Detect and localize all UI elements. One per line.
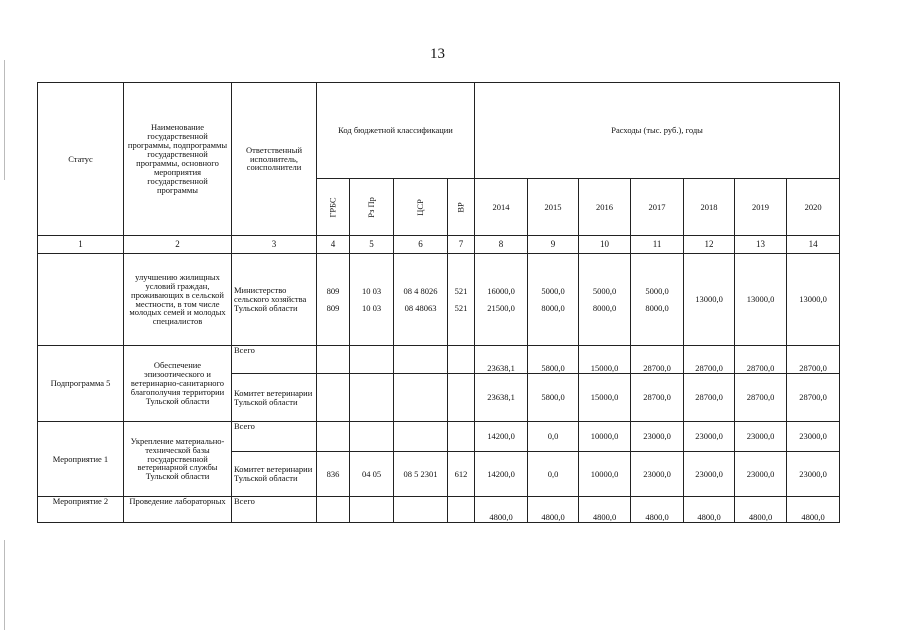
value-2014: 23638,1	[475, 346, 528, 374]
header-vr: ВР	[448, 179, 475, 236]
header-rzpr: Рз Пр	[350, 179, 394, 236]
value-2020: 28700,0	[787, 346, 840, 374]
budget-table	[37, 82, 840, 523]
value-2016: 10000,0	[579, 422, 631, 452]
value-2019: 4800,0	[735, 497, 787, 523]
header-row	[38, 83, 840, 179]
header-budget-code: Код бюджетной классификации	[317, 83, 475, 179]
value-2017: 23000,0	[631, 452, 684, 497]
scan-mark	[4, 540, 5, 630]
value-2014: 23638,1	[475, 374, 528, 422]
col-number: 12	[684, 236, 735, 254]
value-2016: 5000,0 8000,0	[579, 254, 631, 346]
col-number: 2	[124, 236, 232, 254]
header-csr: ЦСР	[394, 179, 448, 236]
value-2015: 0,0	[528, 422, 579, 452]
value-2016: 15000,0	[579, 374, 631, 422]
value-2019: 23000,0	[735, 452, 787, 497]
col-number: 3	[232, 236, 317, 254]
value-2017: 23000,0	[631, 422, 684, 452]
value-2016: 10000,0	[579, 452, 631, 497]
executor-name: Комитет ветеринарии Тульской области	[232, 374, 317, 422]
col-number: 13	[735, 236, 787, 254]
status-cell: Подпрограмма 5	[38, 346, 124, 422]
csr-cell: 08 4 8026 08 48063	[394, 254, 448, 346]
value-2018: 23000,0	[684, 422, 735, 452]
col-number: 8	[475, 236, 528, 254]
total-label: Всего	[232, 497, 317, 523]
col-number: 11	[631, 236, 684, 254]
header-status: Статус	[38, 83, 124, 236]
year-2015: 2015	[528, 179, 579, 236]
value-2020: 13000,0	[787, 254, 840, 346]
activity-name: улучшению жилищных условий граждан, проживающих в сельской местности, в том числе молодых семей и молодых специалистов	[124, 254, 232, 346]
value-2017: 5000,0 8000,0	[631, 254, 684, 346]
col-number: 9	[528, 236, 579, 254]
col-number: 4	[317, 236, 350, 254]
value-2014: 14200,0	[475, 422, 528, 452]
activity-name: Проведение лабораторных	[124, 497, 232, 523]
table-row	[38, 254, 840, 346]
status-cell: Мероприятие 2	[38, 497, 124, 523]
vr-cell: 521 521	[448, 254, 475, 346]
table-row	[38, 497, 840, 523]
year-2018: 2018	[684, 179, 735, 236]
value-2019: 28700,0	[735, 346, 787, 374]
page-number: 13	[430, 46, 445, 62]
value-2018: 23000,0	[684, 452, 735, 497]
value-2018: 4800,0	[684, 497, 735, 523]
col-number: 6	[394, 236, 448, 254]
table-row	[38, 346, 840, 374]
header-grbs: ГРБС	[317, 179, 350, 236]
year-2016: 2016	[579, 179, 631, 236]
csr-cell: 08 5 2301	[394, 452, 448, 497]
status-cell	[38, 254, 124, 346]
value-2014: 4800,0	[475, 497, 528, 523]
value-2019: 28700,0	[735, 374, 787, 422]
col-number: 14	[787, 236, 840, 254]
header-executor: Ответственный исполнитель, соисполнители	[232, 83, 317, 236]
activity-name: Укрепление материально-технической базы государственной ветеринарной службы Тульской области	[124, 422, 232, 497]
value-2016: 15000,0	[579, 346, 631, 374]
header-expenses: Расходы (тыс. руб.), годы	[475, 83, 840, 179]
year-2017: 2017	[631, 179, 684, 236]
executor-name: Комитет ветеринарии Тульской области	[232, 452, 317, 497]
grbs-cell: 836	[317, 452, 350, 497]
total-label: Всего	[232, 346, 317, 374]
col-number: 10	[579, 236, 631, 254]
table-row	[38, 422, 840, 452]
year-2020: 2020	[787, 179, 840, 236]
rzpr-cell: 10 03 10 03	[350, 254, 394, 346]
total-label: Всего	[232, 422, 317, 452]
activity-name: Обеспечение эпизоотического и ветеринарно-санитарного благополучия территории Тульской области	[124, 346, 232, 422]
col-number: 5	[350, 236, 394, 254]
value-2017: 4800,0	[631, 497, 684, 523]
year-2019: 2019	[735, 179, 787, 236]
value-2020: 28700,0	[787, 374, 840, 422]
value-2018: 13000,0	[684, 254, 735, 346]
year-2014: 2014	[475, 179, 528, 236]
vr-cell: 612	[448, 452, 475, 497]
value-2017: 28700,0	[631, 346, 684, 374]
value-2017: 28700,0	[631, 374, 684, 422]
value-2015: 5800,0	[528, 346, 579, 374]
value-2016: 4800,0	[579, 497, 631, 523]
value-2015: 0,0	[528, 452, 579, 497]
value-2014: 16000,0 21500,0	[475, 254, 528, 346]
status-cell: Мероприятие 1	[38, 422, 124, 497]
value-2020: 4800,0	[787, 497, 840, 523]
column-number-row	[38, 236, 840, 254]
value-2020: 23000,0	[787, 422, 840, 452]
value-2018: 28700,0	[684, 346, 735, 374]
value-2020: 23000,0	[787, 452, 840, 497]
value-2014: 14200,0	[475, 452, 528, 497]
col-number: 7	[448, 236, 475, 254]
value-2015: 5800,0	[528, 374, 579, 422]
value-2019: 13000,0	[735, 254, 787, 346]
col-number: 1	[38, 236, 124, 254]
value-2015: 4800,0	[528, 497, 579, 523]
value-2015: 5000,0 8000,0	[528, 254, 579, 346]
header-name: Наименование государственной программы, подпрограммы государственной программы, основного мероприятия государственной программы	[124, 83, 232, 236]
executor-name: Министерство сельского хозяйства Тульской области	[232, 254, 317, 346]
grbs-cell: 809 809	[317, 254, 350, 346]
value-2019: 23000,0	[735, 422, 787, 452]
scan-mark	[4, 60, 5, 180]
value-2018: 28700,0	[684, 374, 735, 422]
rzpr-cell: 04 05	[350, 452, 394, 497]
